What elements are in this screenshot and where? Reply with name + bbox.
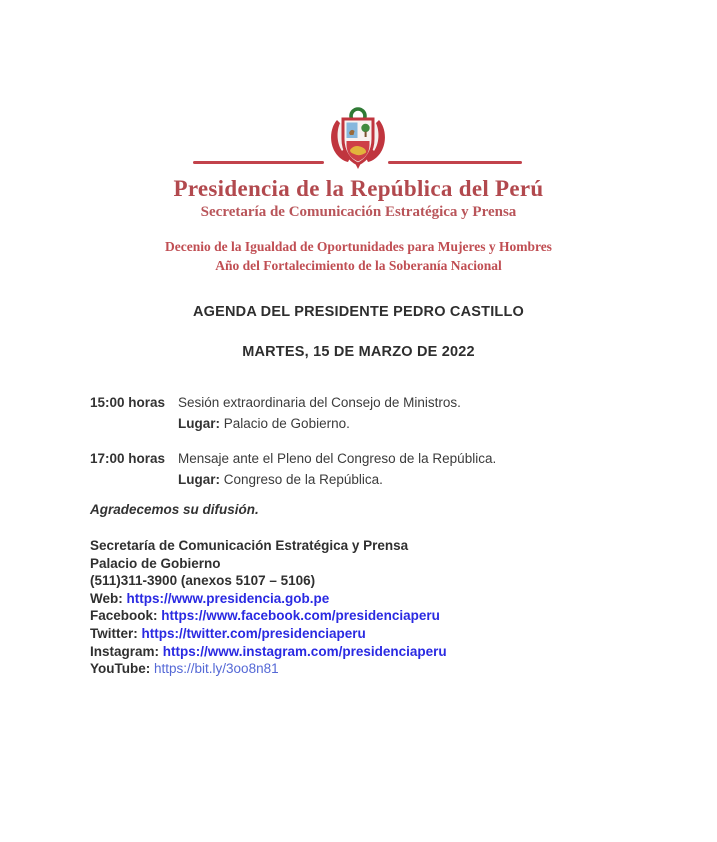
place-value: Congreso de la República. bbox=[223, 472, 383, 487]
link-label: Instagram: bbox=[90, 643, 160, 659]
contact-address: Palacio de Gobierno bbox=[90, 555, 221, 571]
motto-line-1: Decenio de la Igualdad de Oportunidades para Mujeres y Hombres bbox=[165, 239, 552, 254]
agenda-row bbox=[90, 448, 662, 490]
link-row-instagram bbox=[90, 643, 447, 661]
instagram-link[interactable]: https://www.instagram.com/presidenciaperu bbox=[162, 643, 447, 659]
place-label: Lugar: bbox=[178, 472, 220, 487]
link-label: YouTube: bbox=[90, 661, 151, 677]
contact-phone: (511)311-3900 (anexos 5107 – 5106) bbox=[90, 573, 316, 589]
contact-block bbox=[90, 537, 447, 678]
letterhead-rule-left bbox=[193, 161, 324, 164]
agenda-place-line bbox=[178, 469, 662, 490]
youtube-link[interactable]: https://bit.ly/3oo8n81 bbox=[154, 661, 279, 677]
web-link[interactable]: https://www.presidencia.gob.pe bbox=[126, 590, 330, 606]
link-label: Facebook: bbox=[90, 608, 158, 624]
agenda-list bbox=[90, 392, 662, 504]
motto-line-2: Año del Fortalecimiento de la Soberanía Nacional bbox=[215, 258, 502, 273]
place-label: Lugar: bbox=[178, 416, 220, 431]
agenda-activity: Mensaje ante el Pleno del Congreso de la República. bbox=[178, 451, 497, 466]
agenda-time: 17:00 horas bbox=[90, 451, 166, 466]
twitter-link[interactable]: https://twitter.com/presidenciaperu bbox=[141, 625, 366, 641]
org-title: Presidencia de la República del Perú bbox=[173, 176, 544, 201]
link-label: Web: bbox=[90, 590, 123, 606]
facebook-link[interactable]: https://www.facebook.com/presidenciaperu bbox=[161, 608, 440, 624]
agenda-activity: Sesión extraordinaria del Consejo de Ministros. bbox=[178, 395, 461, 410]
agenda-row bbox=[90, 392, 662, 434]
link-label: Twitter: bbox=[90, 625, 138, 641]
peru-coat-of-arms-icon bbox=[327, 105, 389, 174]
link-row-web bbox=[90, 590, 447, 608]
diffusion-note: Agradecemos su difusión. bbox=[90, 502, 259, 517]
agenda-description bbox=[178, 448, 662, 490]
link-row-youtube bbox=[90, 660, 447, 678]
place-value: Palacio de Gobierno. bbox=[223, 416, 350, 431]
letterhead bbox=[0, 0, 717, 176]
link-row-twitter bbox=[90, 625, 447, 643]
link-row-facebook bbox=[90, 607, 447, 625]
agenda-description bbox=[178, 392, 662, 434]
agenda-place-line bbox=[178, 413, 662, 434]
agenda-title: AGENDA DEL PRESIDENTE PEDRO CASTILLO bbox=[192, 304, 525, 320]
contact-name: Secretaría de Comunicación Estratégica y Prensa bbox=[90, 538, 409, 553]
agenda-time: 15:00 horas bbox=[90, 395, 166, 410]
org-subtitle: Secretaría de Comunicación Estratégica y Prensa bbox=[200, 204, 517, 220]
agenda-date: MARTES, 15 DE MARZO DE 2022 bbox=[242, 344, 475, 360]
letterhead-rule-right bbox=[388, 161, 522, 164]
